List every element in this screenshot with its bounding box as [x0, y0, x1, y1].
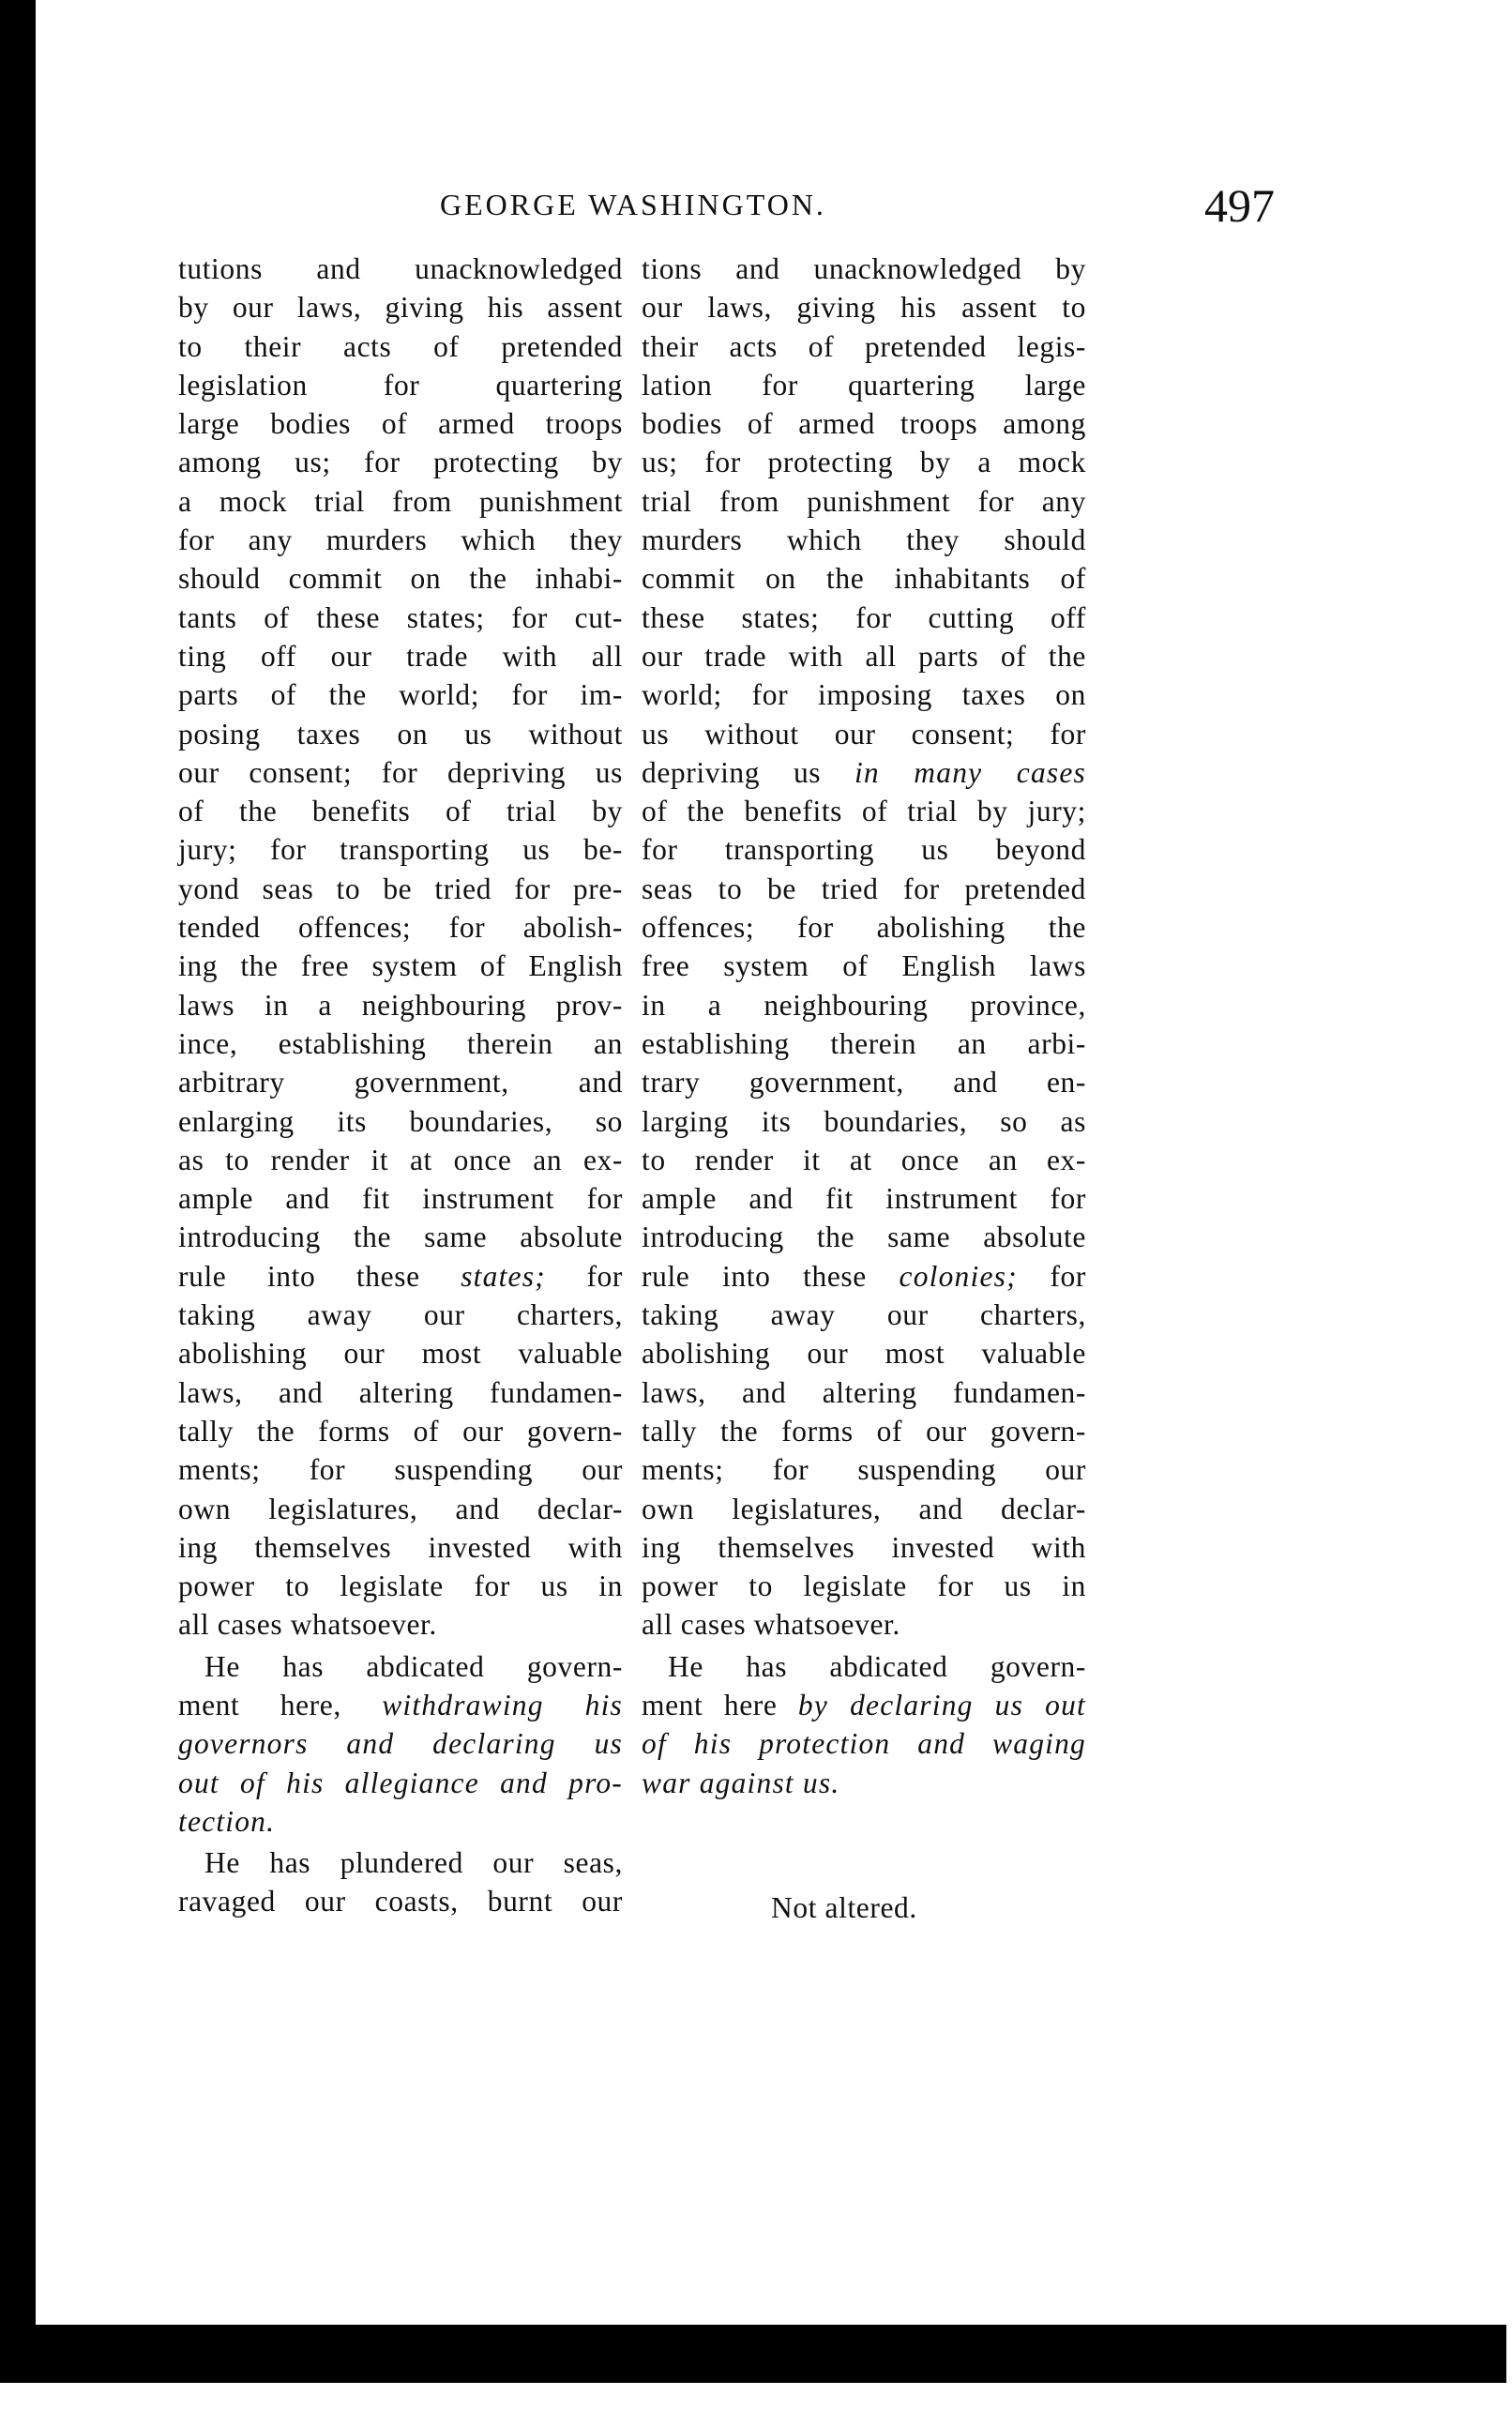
- text-line: [642, 1490, 1086, 1528]
- not-altered-note: Not altered.: [771, 1891, 917, 1924]
- text-line: [642, 1412, 1086, 1450]
- text-line: [178, 1647, 623, 1686]
- text-span: ment here: [642, 1688, 798, 1721]
- text-span: arbitrary government, and: [178, 1066, 623, 1099]
- text-span: us; for protecting by a mock: [642, 446, 1086, 479]
- text-span: ample and fit instrument for: [642, 1182, 1086, 1216]
- text-span: murders which they should: [642, 523, 1086, 557]
- text-span: all cases whatsoever.: [642, 1608, 900, 1642]
- text-span: larging its boundaries, so as: [642, 1104, 1086, 1138]
- text-span: all cases whatsoever.: [178, 1608, 437, 1642]
- text-span: enlarging its boundaries, so: [178, 1104, 623, 1138]
- text-line: [642, 404, 1086, 443]
- italic-text: war against us.: [642, 1766, 840, 1799]
- text-span: commit on the inhabitants of: [642, 562, 1086, 596]
- text-span: laws, and altering fundamen-: [642, 1375, 1086, 1409]
- text-span: ment here,: [178, 1688, 383, 1721]
- text-span: ments; for suspending our: [642, 1453, 1086, 1487]
- text-span: own legislatures, and declar-: [642, 1492, 1086, 1525]
- text-span: large bodies of armed troops: [178, 407, 623, 441]
- text-span: to their acts of pretended: [178, 329, 623, 363]
- running-head: GEORGE WASHINGTON.: [440, 188, 826, 221]
- text-line: [178, 482, 623, 521]
- text-line: [642, 908, 1086, 947]
- text-span: a mock trial from punishment: [178, 484, 623, 518]
- italic-text: out of his allegiance and pro-: [178, 1766, 623, 1799]
- text-span: ting off our trade with all: [178, 639, 623, 673]
- text-line: [642, 1686, 1086, 1724]
- text-span: free system of English laws: [642, 949, 1086, 983]
- text-line: [178, 1605, 623, 1644]
- text-line: [642, 366, 1086, 404]
- text-span: parts of the world; for im-: [178, 678, 623, 712]
- text-line: [642, 1063, 1086, 1101]
- text-line: [642, 1024, 1086, 1063]
- text-span: these states; for cutting off: [642, 600, 1086, 634]
- text-line: [178, 1567, 623, 1605]
- text-span: own legislatures, and declar-: [178, 1492, 623, 1525]
- text-span: tions and unacknowledged by: [642, 252, 1086, 285]
- text-line: [178, 250, 623, 288]
- text-span: among us; for protecting by: [178, 446, 623, 479]
- italic-text: of his protection and waging: [642, 1727, 1086, 1761]
- text-span: taking away our charters,: [178, 1298, 623, 1332]
- text-span: of the benefits of trial by: [178, 795, 623, 828]
- text-line: [642, 1334, 1086, 1372]
- text-line: [178, 830, 623, 869]
- text-line: [642, 1567, 1086, 1605]
- text-line: [178, 1102, 623, 1141]
- text-line: [642, 1647, 1086, 1686]
- text-line: [642, 1179, 1086, 1218]
- paragraph: [178, 1647, 623, 1841]
- text-span: introducing the same absolute: [178, 1221, 623, 1254]
- text-line: [178, 753, 623, 792]
- text-span: jury; for transporting us be-: [178, 833, 623, 867]
- text-line: [178, 1528, 623, 1567]
- text-line: [178, 637, 623, 675]
- text-span: introducing the same absolute: [642, 1221, 1086, 1254]
- text-span: establishing therein an arbi-: [642, 1026, 1086, 1060]
- page-number: 497: [1204, 179, 1275, 232]
- text-span: for: [1017, 1259, 1086, 1293]
- text-line: [178, 1412, 623, 1450]
- text-line: [642, 792, 1086, 830]
- text-span: for any murders which they: [178, 523, 623, 557]
- text-span: tally the forms of our govern-: [642, 1414, 1086, 1448]
- text-line: [642, 1257, 1086, 1296]
- text-line: [642, 637, 1086, 675]
- scan-edge-bottom: [0, 2325, 1506, 2383]
- text-span: abolishing our most valuable: [178, 1337, 623, 1371]
- text-span: our laws, giving his assent to: [642, 291, 1086, 325]
- text-line: [178, 792, 623, 830]
- text-line: [642, 327, 1086, 366]
- text-span: laws, and altering fundamen-: [178, 1375, 623, 1409]
- text-line: [178, 1882, 623, 1920]
- text-line: [642, 1450, 1086, 1489]
- text-span: He has plundered our seas,: [204, 1846, 623, 1880]
- paragraph: [178, 250, 623, 1645]
- text-line: [178, 1141, 623, 1179]
- text-span: yond seas to be tried for pre-: [178, 872, 623, 905]
- text-line: [178, 947, 623, 985]
- text-line: [642, 1102, 1086, 1141]
- text-span: offences; for abolishing the: [642, 911, 1086, 945]
- text-line: [178, 986, 623, 1024]
- left-column-text: [178, 250, 623, 1921]
- text-line: [178, 1686, 623, 1724]
- text-line: [642, 1528, 1086, 1567]
- text-span: He has abdicated govern-: [204, 1649, 623, 1683]
- text-line: [178, 366, 623, 404]
- text-line: [178, 599, 623, 637]
- paragraph: [178, 1843, 623, 1921]
- text-line: [178, 404, 623, 443]
- text-line: [642, 559, 1086, 598]
- text-span: trial from punishment for any: [642, 484, 1086, 518]
- text-span: by our laws, giving his assent: [178, 291, 623, 325]
- text-line: [178, 1024, 623, 1063]
- text-line: [642, 1296, 1086, 1334]
- text-line: [178, 559, 623, 598]
- text-line: [178, 288, 623, 326]
- text-line: [642, 599, 1086, 637]
- text-span: for: [545, 1259, 623, 1293]
- italic-text: colonies;: [899, 1259, 1018, 1293]
- text-line: [642, 715, 1086, 753]
- text-line: [642, 443, 1086, 481]
- text-line: [642, 753, 1086, 792]
- text-span: tally the forms of our govern-: [178, 1414, 623, 1448]
- text-line: [642, 1373, 1086, 1412]
- italic-text: withdrawing his: [382, 1688, 623, 1721]
- text-span: world; for imposing taxes on: [642, 678, 1086, 712]
- text-span: ravaged our coasts, burnt our: [178, 1885, 623, 1918]
- text-span: depriving us: [642, 755, 854, 789]
- paragraph: [642, 250, 1086, 1645]
- italic-text: by declaring us out: [797, 1688, 1086, 1721]
- text-span: trary government, and en-: [642, 1066, 1086, 1099]
- text-span: posing taxes on us without: [178, 717, 623, 751]
- scan-edge-left: [0, 0, 36, 2383]
- text-span: our trade with all parts of the: [642, 639, 1086, 673]
- text-line: [178, 1334, 623, 1372]
- text-span: power to legislate for us in: [178, 1569, 623, 1603]
- text-line: [178, 327, 623, 366]
- text-span: tants of these states; for cut-: [178, 600, 623, 634]
- italic-text: governors and declaring us: [178, 1727, 623, 1761]
- italic-text: tection.: [178, 1804, 276, 1838]
- text-line: [642, 1724, 1086, 1763]
- text-line: [642, 1605, 1086, 1644]
- text-span: ments; for suspending our: [178, 1453, 623, 1487]
- text-line: [178, 1724, 623, 1763]
- text-span: tutions and unacknowledged: [178, 252, 623, 285]
- text-span: us without our consent; for: [642, 717, 1086, 751]
- text-line: [178, 870, 623, 908]
- italic-text: states;: [461, 1259, 546, 1293]
- text-span: seas to be tried for pretended: [642, 872, 1086, 905]
- text-span: legislation for quartering: [178, 368, 623, 402]
- text-span: ing themselves invested with: [178, 1530, 623, 1564]
- text-line: [178, 1764, 623, 1802]
- text-span: power to legislate for us in: [642, 1569, 1086, 1603]
- paragraph: [642, 1647, 1086, 1802]
- text-line: [642, 521, 1086, 559]
- text-span: to render it at once an ex-: [642, 1143, 1086, 1176]
- text-line: [642, 1764, 1086, 1802]
- text-span: laws in a neighbouring prov-: [178, 988, 623, 1022]
- text-line: [642, 870, 1086, 908]
- text-line: [178, 908, 623, 947]
- italic-text: in many cases: [854, 755, 1086, 789]
- text-line: [178, 1373, 623, 1412]
- text-line: [178, 443, 623, 481]
- text-line: [178, 1063, 623, 1101]
- text-line: [642, 947, 1086, 985]
- text-line: [178, 715, 623, 753]
- text-line: [642, 830, 1086, 869]
- text-line: [178, 675, 623, 714]
- text-span: bodies of armed troops among: [642, 407, 1086, 441]
- text-line: [178, 1450, 623, 1489]
- text-line: [178, 1843, 623, 1882]
- text-span: rule into these: [178, 1259, 461, 1293]
- text-line: [642, 986, 1086, 1024]
- text-span: ing themselves invested with: [642, 1530, 1086, 1564]
- text-span: He has abdicated govern-: [668, 1649, 1086, 1683]
- text-span: abolishing our most valuable: [642, 1337, 1086, 1371]
- text-line: [642, 288, 1086, 326]
- text-line: [178, 1218, 623, 1256]
- text-span: of the benefits of trial by jury;: [642, 795, 1086, 828]
- text-line: [178, 521, 623, 559]
- text-span: should commit on the inhabi-: [178, 562, 623, 596]
- text-line: [178, 1802, 623, 1841]
- text-span: taking away our charters,: [642, 1298, 1086, 1332]
- text-line: [178, 1296, 623, 1334]
- text-span: as to render it at once an ex-: [178, 1143, 623, 1176]
- text-line: [642, 1141, 1086, 1179]
- text-line: [178, 1179, 623, 1218]
- text-span: tended offences; for abolish-: [178, 911, 623, 945]
- text-span: ince, establishing therein an: [178, 1026, 623, 1060]
- text-line: [642, 250, 1086, 288]
- text-span: in a neighbouring province,: [642, 988, 1086, 1022]
- text-line: [642, 1218, 1086, 1256]
- text-span: rule into these: [642, 1259, 900, 1293]
- text-line: [178, 1490, 623, 1528]
- text-span: ample and fit instrument for: [178, 1182, 623, 1216]
- text-span: our consent; for depriving us: [178, 755, 623, 789]
- text-line: [642, 675, 1086, 714]
- text-span: ing the free system of English: [178, 949, 623, 983]
- text-span: their acts of pretended legis-: [642, 329, 1086, 363]
- text-span: lation for quartering large: [642, 368, 1086, 402]
- text-line: [178, 1257, 623, 1296]
- text-line: [642, 482, 1086, 521]
- right-column-text: [642, 250, 1086, 1802]
- text-span: for transporting us beyond: [642, 833, 1086, 867]
